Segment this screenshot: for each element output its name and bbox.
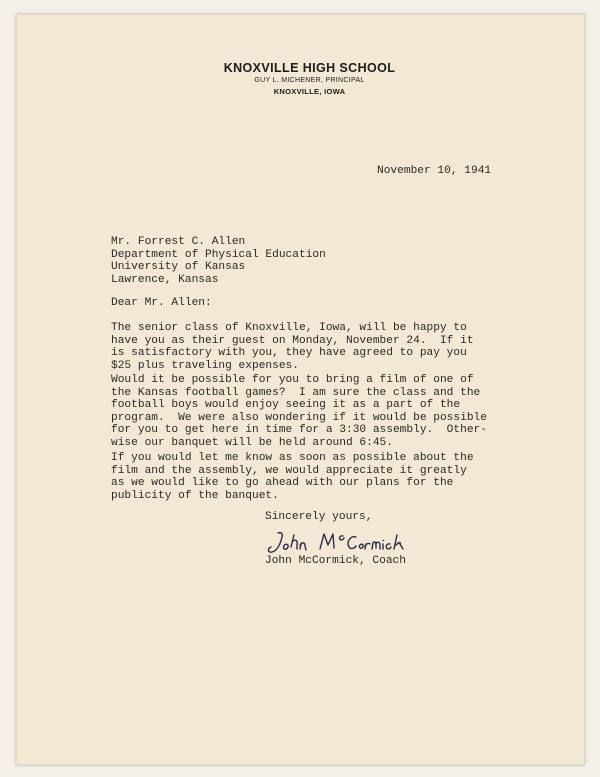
recipient-address: Mr. Forrest C. Allen Department of Physical Education University of Kansas Lawrence, Kansas bbox=[111, 236, 326, 286]
signer-name-title: John McCormick, Coach bbox=[265, 555, 406, 567]
body-paragraph-1: The senior class of Knoxville, Iowa, will be happy to have you as their guest on Monday, November 24. If it is satisfactory with you, they have agreed to pay you $25 plus traveling expenses. bbox=[111, 322, 474, 372]
letter-date: November 10, 1941 bbox=[377, 165, 492, 177]
letterhead-school: KNOXVILLE HIGH SCHOOL bbox=[223, 61, 396, 75]
closing: Sincerely yours, bbox=[265, 511, 373, 523]
letterhead bbox=[17, 61, 584, 96]
salutation: Dear Mr. Allen: bbox=[111, 297, 212, 309]
letterhead-principal: GUY L. MICHENER, PRINCIPAL bbox=[254, 77, 365, 84]
body-paragraph-2: Would it be possible for you to bring a film of one of the Kansas football games? I am sure the class and the football boys would enjoy seeing it as a part of the program. We were also wondering if it would be possible for you to get here in time for a 3:30 assembly. Other- wise our banquet will be held around 6:45. bbox=[111, 374, 487, 449]
handwritten-signature bbox=[264, 527, 414, 557]
body-paragraph-3: If you would let me know as soon as possible about the film and the assembly, we would appreciate it greatly as we would like to go ahead with our plans for the publicity of the banquet. bbox=[111, 452, 474, 502]
letterhead-town: KNOXVILLE, IOWA bbox=[273, 87, 346, 96]
letter-page bbox=[16, 14, 585, 765]
